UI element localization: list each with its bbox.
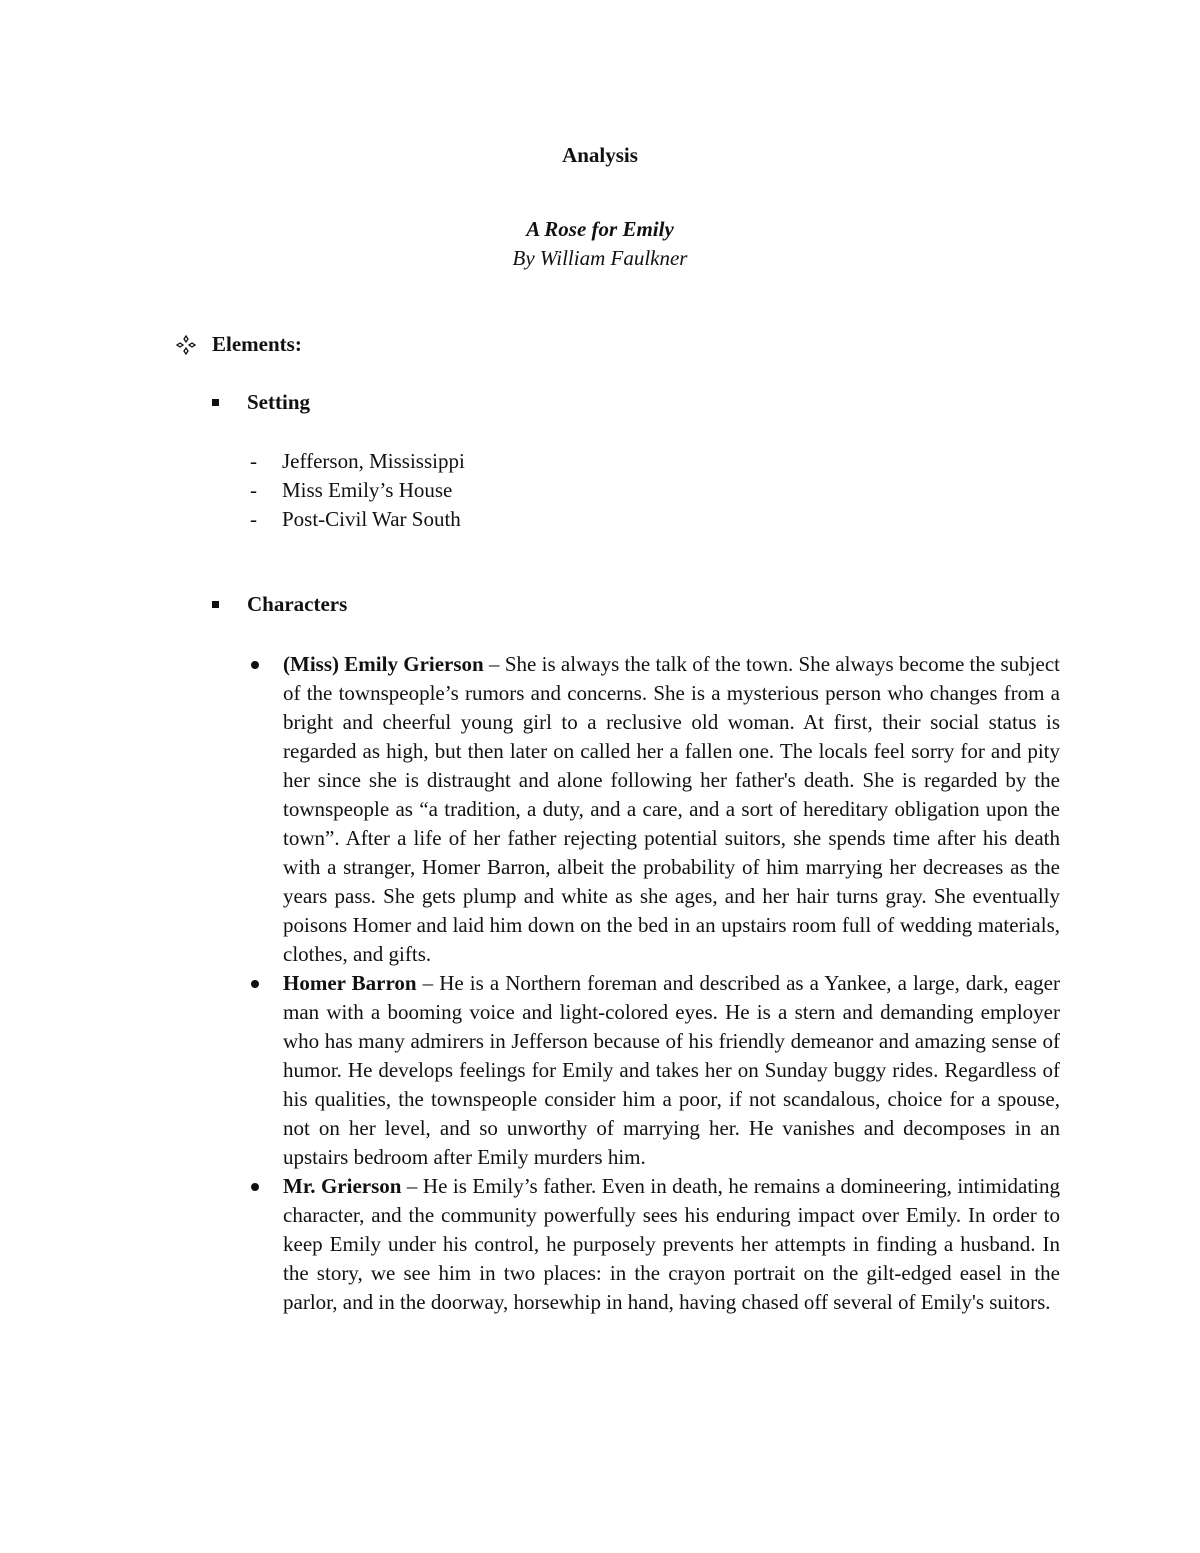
four-diamond-bullet-icon xyxy=(176,335,196,355)
setting-heading-label: Setting xyxy=(247,390,310,414)
character-description: – She is always the talk of the town. She always become the subject of the townspeople’s rumors and concerns. She is a mysterious person who changes from a bright and cheerful young girl to a reclusive old woman. At first, their social status is regarded as high, but then later on called her a fallen one. The locals feel sorry for and pity her since she is distraught and alone following her father's death. She is regarded by the townspeople as “a tradition, a duty, and a care, and a sort of hereditary obligation upon the town”. After a life of her father rejecting potential suitors, she spends time after his death with a stranger, Homer Barron, albeit the probability of him marrying her decreases as the years pass. She gets plump and white as she ages, and her hair turns gray. She eventually poisons Homer and laid him down on the bed in an upstairs room full of wedding materials, clothes, and gifts. xyxy=(283,652,1060,966)
page-title: Analysis xyxy=(562,143,638,167)
character-entry xyxy=(245,650,1060,969)
dash-bullet-icon: - xyxy=(250,449,257,473)
characters-list xyxy=(245,650,1060,1317)
dash-bullet-icon: - xyxy=(250,478,257,502)
author-line: By William Faulkner xyxy=(512,246,688,270)
round-bullet-icon xyxy=(251,1183,259,1191)
square-bullet-icon xyxy=(212,601,219,608)
elements-heading xyxy=(176,332,302,357)
round-bullet-icon xyxy=(251,661,259,669)
character-description: – He is Emily’s father. Even in death, he remains a domineering, intimidating character, and the community powerfully sees his enduring impact over Emily. In order to keep Emily under his control, he purposely prevents her attempts in finding a husband. In the story, we see him in two places: in the crayon portrait on the gilt-edged easel in the parlor, and in the doorway, horsewhip in hand, having chased off several of Emily's suitors. xyxy=(283,1174,1060,1314)
list-item: - Miss Emily’s House xyxy=(250,476,465,505)
character-name: (Miss) Emily Grierson xyxy=(283,652,484,676)
character-description: – He is a Northern foreman and described as a Yankee, a large, dark, eager man with a booming voice and light-colored eyes. He is a stern and demanding employer who has many admirers in Jefferson because of his friendly demeanor and amazing sense of humor. He develops feelings for Emily and takes her on Sunday buggy rides. Regardless of his qualities, the townspeople consider him a poor, if not scandalous, choice for a spouse, not on her level, and so unworthy of marrying her. He vanishes and decomposes in an upstairs bedroom after Emily murders him. xyxy=(283,971,1060,1169)
list-item: - Post-Civil War South xyxy=(250,505,465,534)
round-bullet-icon xyxy=(251,980,259,988)
list-item: - Jefferson, Mississippi xyxy=(250,447,465,476)
character-entry xyxy=(245,969,1060,1172)
dash-bullet-icon: - xyxy=(250,507,257,531)
square-bullet-icon xyxy=(212,399,219,406)
character-entry xyxy=(245,1172,1060,1317)
setting-heading xyxy=(212,390,310,415)
elements-heading-label: Elements: xyxy=(212,332,302,356)
characters-heading-label: Characters xyxy=(247,592,348,616)
character-name: Mr. Grierson xyxy=(283,1174,402,1198)
work-title: A Rose for Emily xyxy=(526,217,674,241)
characters-heading xyxy=(212,592,347,617)
setting-list xyxy=(250,447,465,534)
character-name: Homer Barron xyxy=(283,971,417,995)
